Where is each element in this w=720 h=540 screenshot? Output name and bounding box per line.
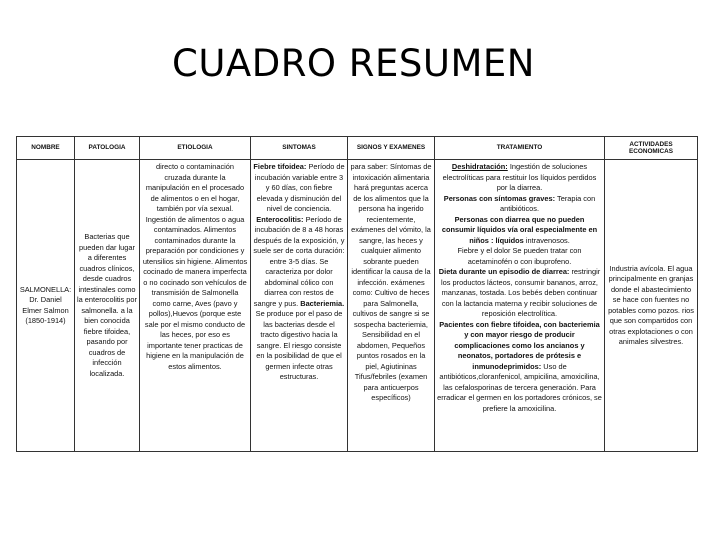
trat-graves-text: Terapia con antibióticos. bbox=[499, 193, 596, 213]
trat-desh-label: Deshidratación: bbox=[451, 162, 508, 171]
etiologia-text: directo o contaminación cruzada durante la manipulación en el procesado de alimentos o en el hogar, también por vía sexual. Ingestión de alimentos o agua contaminados. Alimentos contaminados durante la preparación por condiciones y utensilios sin higiene. Alimentos cocinado de manera imperfecta o no cocinado son vehículos de transmisión de Salmonella como carne, Aves (pavo y pollos),Huevos (porque este sale por el mismo conducto de las heces, por eso es importante tener practicas de higiene en la manipulación de estos alimentos. bbox=[142, 162, 248, 371]
cell-sintomas bbox=[251, 160, 348, 451]
header-actividades: ACTIVIDADES ECONOMICAS bbox=[605, 137, 697, 160]
cell-patologia bbox=[75, 160, 140, 451]
header-tratamiento: TRATAMIENTO bbox=[435, 137, 605, 160]
signos-text: para saber: Síntomas de intoxicación alimentaria hará preguntas acerca de los alimentos que la persona ha ingerido recientemente, exámenes del vómito, la sangre, las heces y cualquier alimento sobrante pueden identificar la causa de la infección. exámenes como: Cultivo de heces para Salmonella, cultivos de sangre si se sospecha bacteriemia, Sensibilidad en el abdomen, Pequeños puntos rosados en la piel, Agiutininas Tifus/febriles (examen para anticuerpos específicos) bbox=[350, 162, 432, 402]
sintomas-fiebre-text: Período de incubación variable entre 3 y 60 días, con fiebre elevada y disminución del nivel de conciencia. bbox=[254, 162, 345, 213]
trat-desh-text: Ingestión de soluciones electrolíticas para restituir los líquidos perdidos por la diarrea. bbox=[442, 162, 597, 192]
sintomas-entero bbox=[253, 215, 345, 383]
header-nombre: NOMBRE bbox=[17, 137, 75, 160]
trat-diarrea-text: intravenosos. bbox=[523, 235, 570, 245]
trat-diarrea-bold: Personas con diarrea que no pueden consumir líquidos vía oral especialmente en niños : líquidos bbox=[441, 214, 598, 245]
trat-pacientes bbox=[437, 320, 602, 415]
nombre-text: SALMONELLA: Dr. Daniel Elmer Salmon (1850-1914) bbox=[19, 284, 72, 325]
trat-dieta-label: Dieta durante un episodio de diarrea: bbox=[438, 267, 570, 276]
summary-table bbox=[16, 136, 698, 452]
header-patologia: PATOLOGIA bbox=[75, 137, 140, 160]
trat-graves-label: Personas con síntomas graves: bbox=[443, 193, 556, 203]
cell-etiologia bbox=[140, 160, 251, 451]
cell-signos bbox=[348, 160, 435, 451]
trat-fiebre: Fiebre y el dolor Se pueden tratar con acetaminofén o con ibuprofeno. bbox=[457, 246, 582, 266]
sintomas-entero-label: Enterocolitis: bbox=[256, 214, 304, 224]
sintomas-fiebre-label: Fiebre tifoidea: bbox=[253, 162, 307, 171]
patologia-text: Bacterias que pueden dar lugar a diferentes cuadros clínicos, desde cuadros intestinales como la enterocolitis por salmonella. a la bien conocida fiebre tifoidea, pasando por cuadros de infección localizada. bbox=[77, 232, 137, 378]
trat-dieta-text: restringir los productos lácteos, consumir bananos, arroz, manzanas, tostada. Los bebés deben continuar con la lactancia materna y recibir soluciones de reposición electrolítica. bbox=[441, 267, 601, 318]
header-etiologia: ETIOLOGIA bbox=[140, 137, 251, 160]
header-signos: SIGNOS Y EXAMENES bbox=[348, 137, 435, 160]
sintomas-entero-text: Período de incubación de 8 a 48 horas después de la exposición, y suele ser de corta duración: entre 3-5 días. Se caracteriza por dolor abdominal cólico con diarrea con restos de sangre y pus. bbox=[253, 214, 345, 308]
cell-nombre bbox=[17, 160, 75, 451]
actividades-text: Industria avícola. El agua principalmente en granjas donde el abastecimiento se hace con fuentes no potables como pozos. rios que son compartidos con otras explotaciones o con animales silvestres. bbox=[608, 263, 694, 346]
trat-diarrea bbox=[437, 215, 602, 247]
cell-tratamiento bbox=[435, 160, 605, 451]
trat-pacientes-text: Uso de antibióticos,cloranfenicol, ampicilina, amoxicilina, las cefalosporinas de tercera generación. Para erradicar el germen en los portadores crónicos, se prefiere la amoxicilina. bbox=[437, 361, 602, 413]
cell-actividades bbox=[605, 160, 697, 451]
sintomas-fiebre bbox=[253, 162, 345, 215]
trat-dieta bbox=[437, 267, 602, 320]
sintomas-bact-label: Bacteriemia. bbox=[300, 298, 345, 308]
trat-pacientes-bold: Pacientes con fiebre tifoidea, con bacteriemia y con mayor riesgo de producir complicaciones como los ancianos y neonatos, portadores de prótesis e inmunodeprimidos: bbox=[439, 319, 600, 371]
header-sintomas: SINTOMAS bbox=[251, 137, 348, 160]
sintomas-bact-text: Se produce por el paso de las bacterias desde el tracto digestivo hacia la sangre. El riesgo consiste en la posibilidad de que el germen infecte otras estructuras. bbox=[255, 309, 343, 381]
page-title: CUADRO RESUMEN bbox=[172, 42, 535, 85]
trat-graves bbox=[437, 194, 602, 215]
trat-deshidratacion bbox=[437, 162, 602, 194]
